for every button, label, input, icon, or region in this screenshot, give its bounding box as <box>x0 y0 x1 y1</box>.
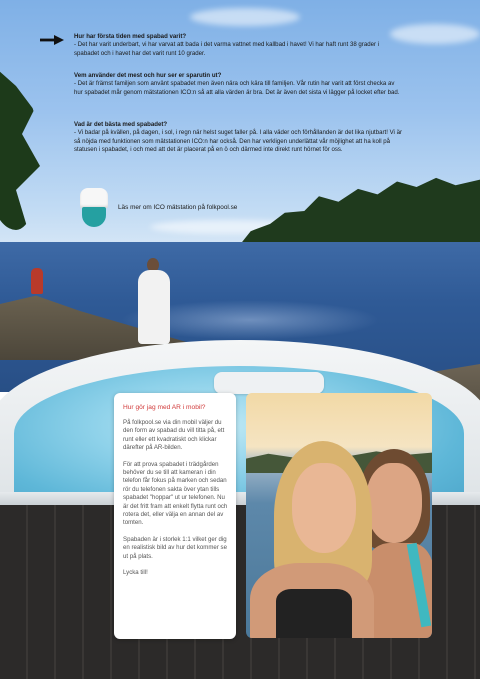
qa-block <box>74 33 404 58</box>
person-red-jacket <box>31 268 43 294</box>
question: Vem använder det mest och hur ser er sparutin ut? <box>74 72 222 79</box>
ar-paragraph: Spabaden är i storlek 1:1 vilket ger dig en realistisk bild av hur det kommer se ut på plats. <box>123 535 227 560</box>
question: Hur har första tiden med spabad varit? <box>74 33 187 40</box>
ar-card-title: Hur gör jag med AR i mobil? <box>123 404 206 411</box>
answer: - Det är främst familjen som använt spabadet men även nära och kära till familjen. Vår rutin har varit att först checka av hur spabadet mår genom mätstationen ICO:n så att alla värden är bra. Det är även det sista vi lägger på locket efter bad. <box>74 80 400 96</box>
cloud <box>190 8 300 26</box>
ar-card-body <box>123 419 229 586</box>
selfie-photo <box>246 393 432 638</box>
spa-headrest <box>214 372 324 394</box>
ico-station-icon <box>80 188 108 228</box>
right-arrow-icon <box>40 35 64 45</box>
ar-info-card <box>114 393 236 639</box>
ar-paragraph: För att prova spabadet i trädgården behöver du se till att kameran i din telefon får fokus på marken och sedan rör du telefonen sakta över ytan tills spabadet "hoppar" ut ur telefonen. Nu är det fritt fram att enkelt flytta runt och rotera det, eller välja en annan del av tomten. <box>123 460 228 527</box>
person-in-bathrobe <box>136 258 172 344</box>
ico-caption: Läs mer om ICO mätstation på folkpool.se <box>118 204 238 211</box>
ar-paragraph: Lycka till! <box>123 569 148 577</box>
ar-paragraph: På folkpool.se via din mobil väljer du den form av spabad du vill titta på, ett runt eller ett kvadratiskt och klickar därefter på AR-bilden. <box>123 419 225 452</box>
answer: - Det har varit underbart, vi har varvat att bada i det varma vattnet med kallbad i havet! Vi har haft runt 38 grader i spabadet och i havet har det varit runt 10 grader. <box>74 41 380 57</box>
qa-block <box>74 72 404 97</box>
question: Vad är det bästa med spabadet? <box>74 121 168 128</box>
answer: - Vi badar på kvällen, på dagen, i sol, i regn när helst suget faller på. I alla väder och förhållanden är det lika njutbart! Vi är så nöjda med funktionen som mätstationen ICO:n har också. Den har verkligen underlättat vår möjlighet att ha koll på statusen i spabadet, i och med att det är placerat på en ö och därmed inte direkt runt hörnet för oss. <box>74 129 403 154</box>
qa-block <box>74 121 404 155</box>
